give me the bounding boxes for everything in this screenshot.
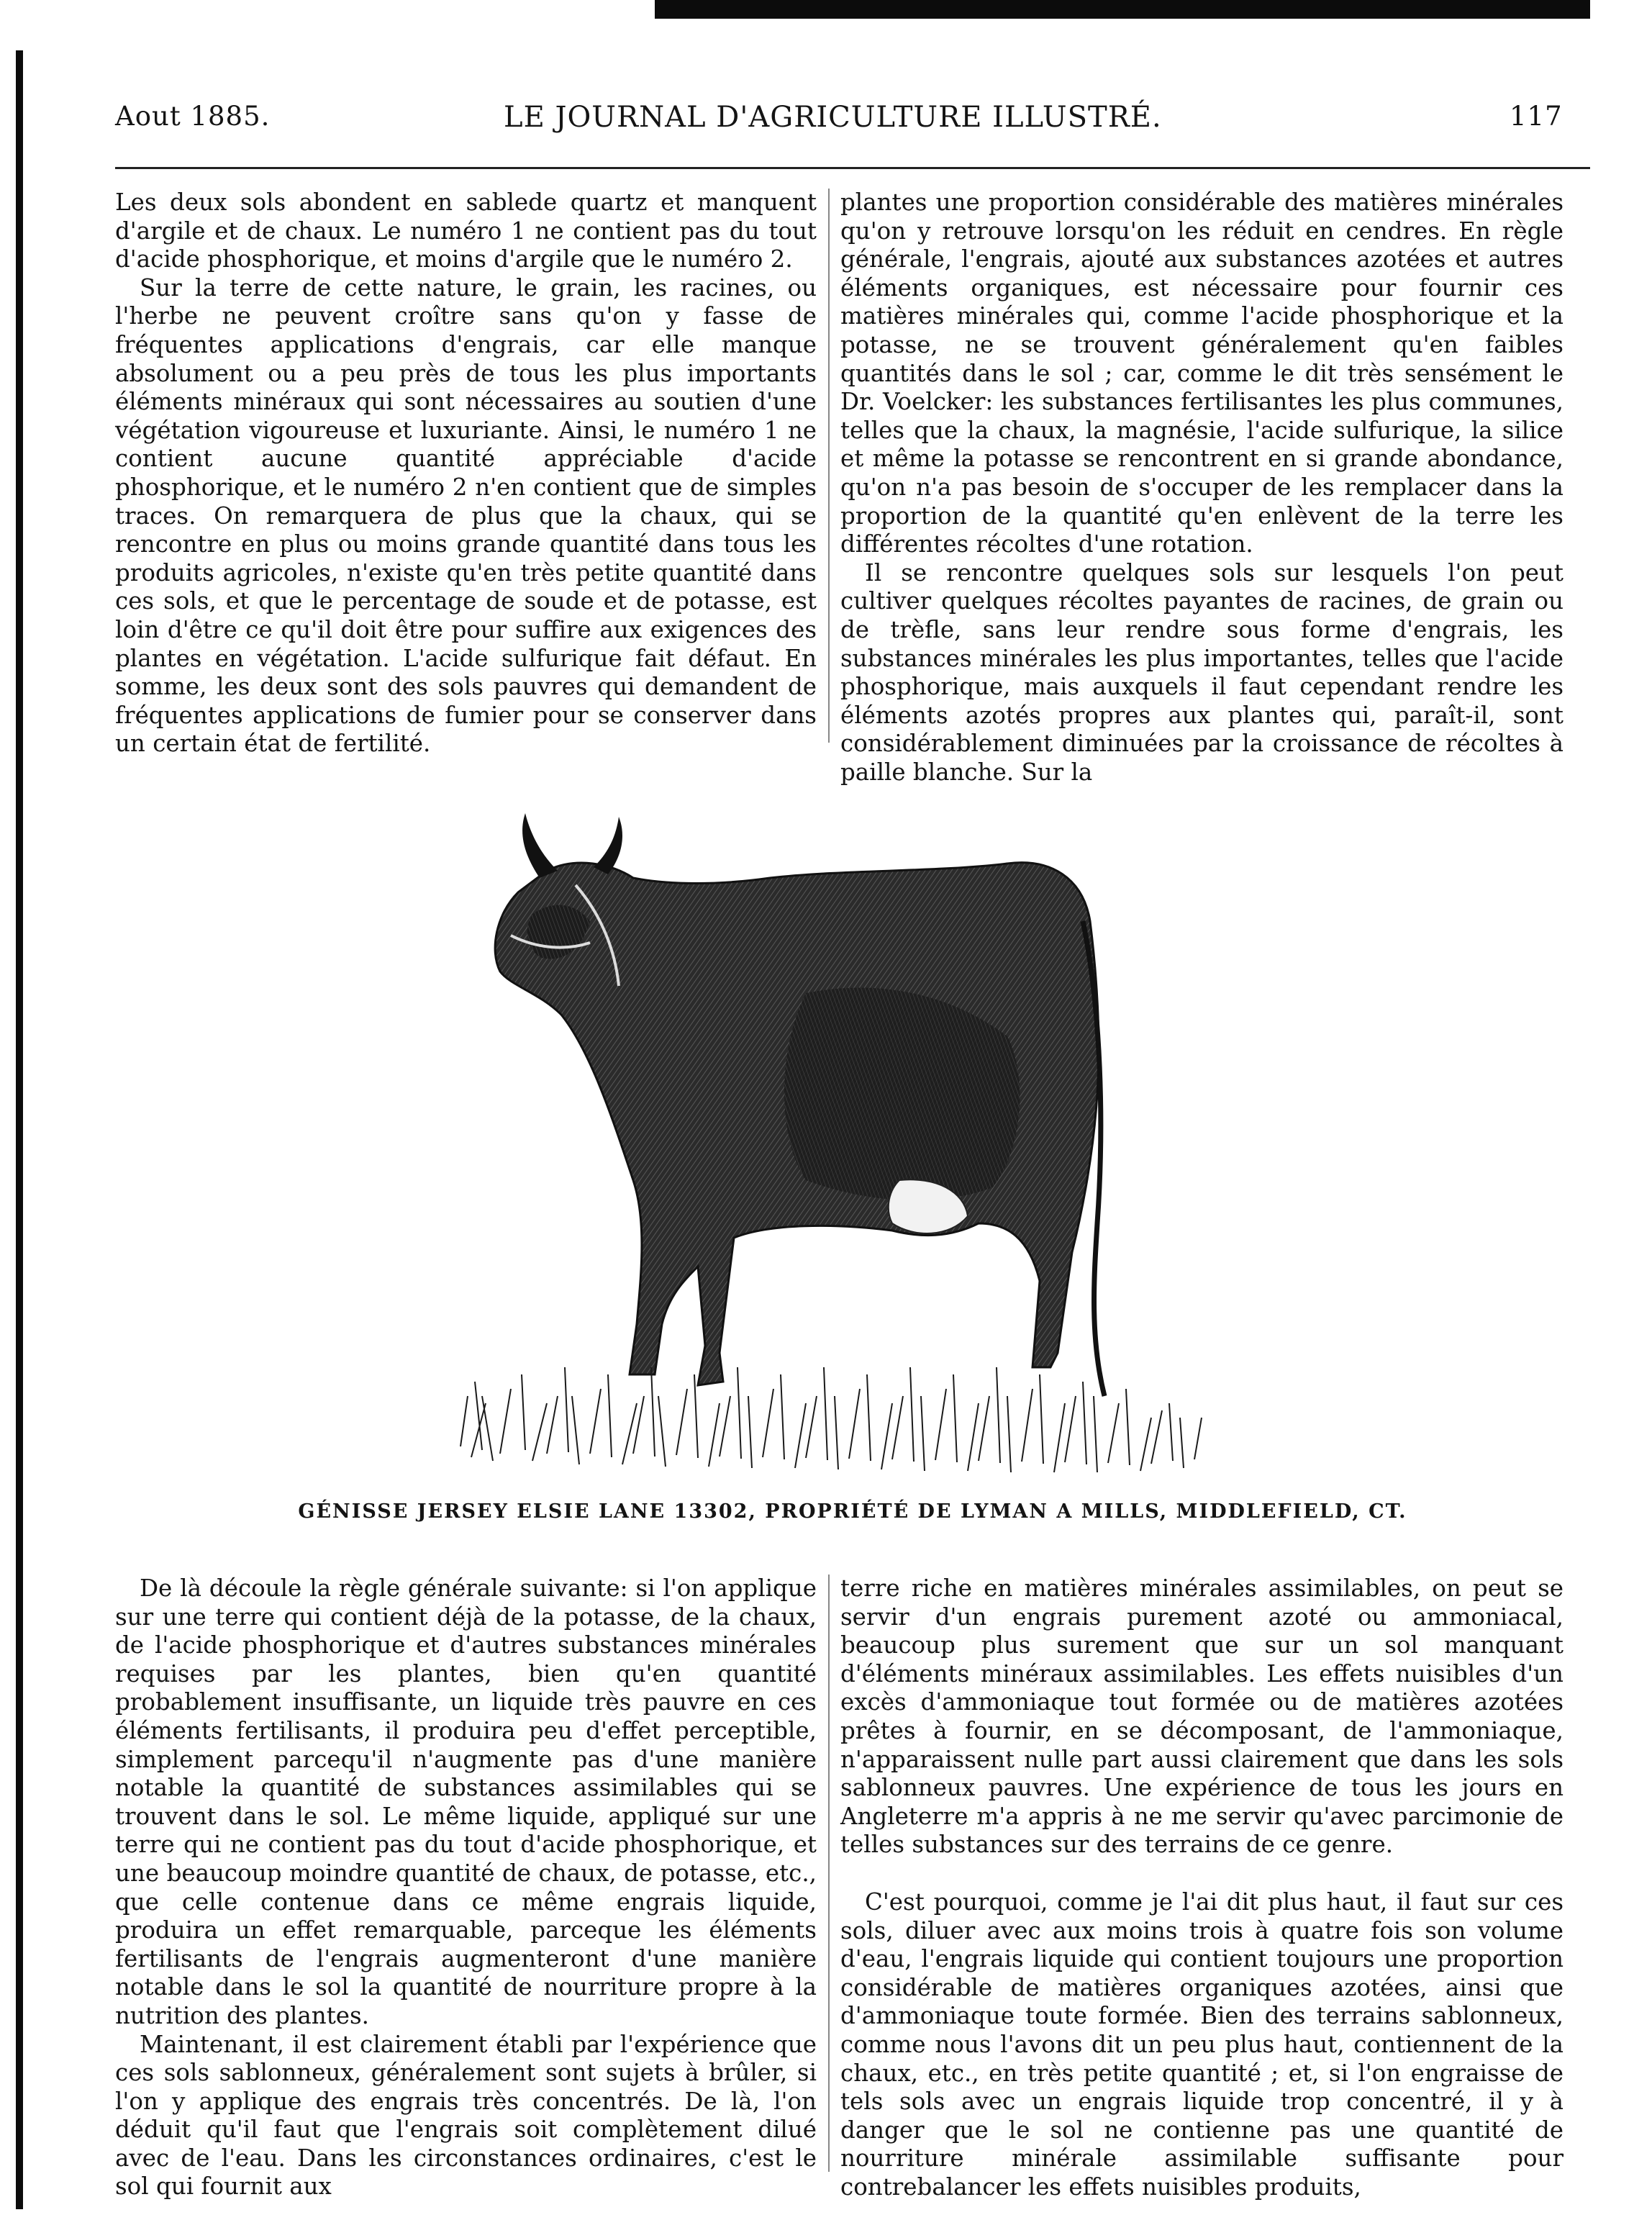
column-divider [828, 1575, 830, 2172]
column-bottom-right [840, 1575, 1564, 2201]
figure-caption: GÉNISSE JERSEY ELSIE LANE 13302, PROPRIÉTÉ DE LYMAN A MILLS, MIDDLEFIELD, CT. [298, 1500, 1407, 1523]
paragraph: C'est pourquoi, comme je l'ai dit plus haut, il faut sur ces sols, diluer avec aux moins trois à quatre fois son volume d'eau, l'engrais liquide qui contient toujours une proportion considérable de matières organiques azotées, ainsi que d'ammoniaque toute formée. Bien des terrains sablonneux, comme nous l'avons dit un peu plus haut, contiennent de la chaux, etc., en très petite quantité ; et, si l'on engraisse de tels sols avec un engrais liquide trop concentré, il y à danger que le sol ne contienne pas une quantité de nourriture minérale assimilable suffisante pour contrebalancer les effets nuisibles produits, [840, 1888, 1564, 2201]
cow-body [495, 863, 1099, 1385]
header-rule [115, 167, 1590, 169]
paragraph: Maintenant, il est clairement établi par l'expérience que ces sols sablonneux, généralement sont sujets à brûler, si l'on y applique des engrais très concentrés. De là, l'on déduit qu'il faut que l'engrais soit complètement dilué avec de l'eau. Dans les circonstances ordinaires, c'est le sol qui fournit aux [115, 2030, 817, 2201]
grass [460, 1367, 1202, 1472]
paragraph: terre riche en matières minérales assimilables, on peut se servir d'un engrais purement azoté ou ammoniacal, beaucoup plus surement que sur un sol manquant d'éléments minéraux assimilables. Les effets nuisibles d'un excès d'ammoniaque tout formée ou de matières azotées prêtes à fournir, en se décomposant, de l'ammoniaque, n'apparaissent nulle part aussi clairement que dans les sols sablonneux pauvres. Une expérience de tous les jours en Angleterre m'a appris à ne me servir qu'avec parcimonie de telles substances sur des terrains de ce genre. [840, 1575, 1564, 1859]
paragraph: Sur la terre de cette nature, le grain, les racines, ou l'herbe ne peuvent croître sans qu'on y fasse de fréquentes applications d'engrais, car elle manque absolument ou a peu près de tous les plus importants éléments minéraux qui sont nécessaires au soutien d'une végétation vigoureuse et luxuriante. Ainsi, le numéro 1 ne contient aucune quantité appréciable d'acide phosphorique, et le numéro 2 n'en contient que de simples traces. On remarquera de plus que la chaux, qui se rencontre en plus ou moins grande quantité dans tous les produits agricoles, n'existe qu'en très petite quantité dans ces sols, et que le percentage de soude et de potasse, est loin d'être ce qu'il doit être pour suffire aux exigences des plantes en végétation. L'acide sulfurique fait défaut. En somme, les deux sont des sols pauvres qui demandent de fréquentes applications de fumier pour se conserver dans un certain état de fertilité. [115, 273, 817, 758]
binding-edge-bar [16, 50, 23, 2209]
paragraph: plantes une proportion considérable des matières minérales qu'on y retrouve lorsqu'on les réduit en cendres. En règle générale, l'engrais, ajouté aux substances azotées et autres éléments organiques, est nécessaire pour fournir ces matières minérales qui, comme l'acide phosphorique et la potasse, ne se trouvent généralement qu'en faibles quantités dans le sol ; car, comme le dit très sensément le Dr. Voelcker: les substances fertilisantes les plus communes, telles que la chaux, la magnésie, l'acide sulfurique, la silice et même la potasse se rencontrent en si grande abondance, qu'on n'a pas besoin de s'occuper de les remplacer dans la proportion de la quantité qu'en enlèvent de la terre les différentes récoltes d'une rotation. [840, 189, 1564, 558]
top-border-rule [655, 0, 1590, 19]
paragraph: Les deux sols abondent en sablede quartz et manquent d'argile et de chaux. Le numéro 1 ne contient pas du tout d'acide phosphorique, et moins d'argile que le numéro 2. [115, 189, 817, 273]
cow-horn [594, 817, 622, 874]
column-divider [828, 189, 830, 743]
column-top-left [115, 189, 817, 758]
column-bottom-left [115, 1575, 817, 2201]
cow-illustration [432, 777, 1223, 1482]
page-number: 117 [1510, 101, 1563, 132]
column-top-right [840, 189, 1564, 787]
journal-title: LE JOURNAL D'AGRICULTURE ILLUSTRÉ. [504, 101, 1162, 134]
paragraph: De là découle la règle générale suivante: si l'on applique sur une terre qui contient déjà de la potasse, de la chaux, de l'acide phosphorique et d'autres substances minérales requises par les plantes, bien qu'en quantité probablement insuffisante, un liquide très pauvre en ces éléments fertilisants, il produira peu d'effet perceptible, simplement parcequ'il n'augmente pas d'une manière notable la quantité de substances assimilables qui se trouvent dans le sol. Le même liquide, appliqué sur une terre qui ne contient pas du tout d'acide phosphorique, et une beaucoup moindre quantité de chaux, de potasse, etc., que celle contenue dans ce même engrais liquide, produira un effet remarquable, parceque les éléments fertilisants de l'engrais augmenteront d'une manière notable dans le sol la quantité de nourriture propre à la nutrition des plantes. [115, 1575, 817, 2029]
cow-horn [522, 813, 558, 878]
paragraph: Il se rencontre quelques sols sur lesquels l'on peut cultiver quelques récoltes payantes de racines, de grain ou de trèfle, sans leur rendre sous forme d'engrais, les substances minérales les plus importantes, telles que l'acide phosphorique, mais auxquels il faut cependant rendre les éléments azotés propres aux plantes qui, paraît-il, sont considérablement diminuées par la croissance de récoltes à paille blanche. Sur la [840, 558, 1564, 786]
header-date: Aout 1885. [115, 101, 271, 132]
